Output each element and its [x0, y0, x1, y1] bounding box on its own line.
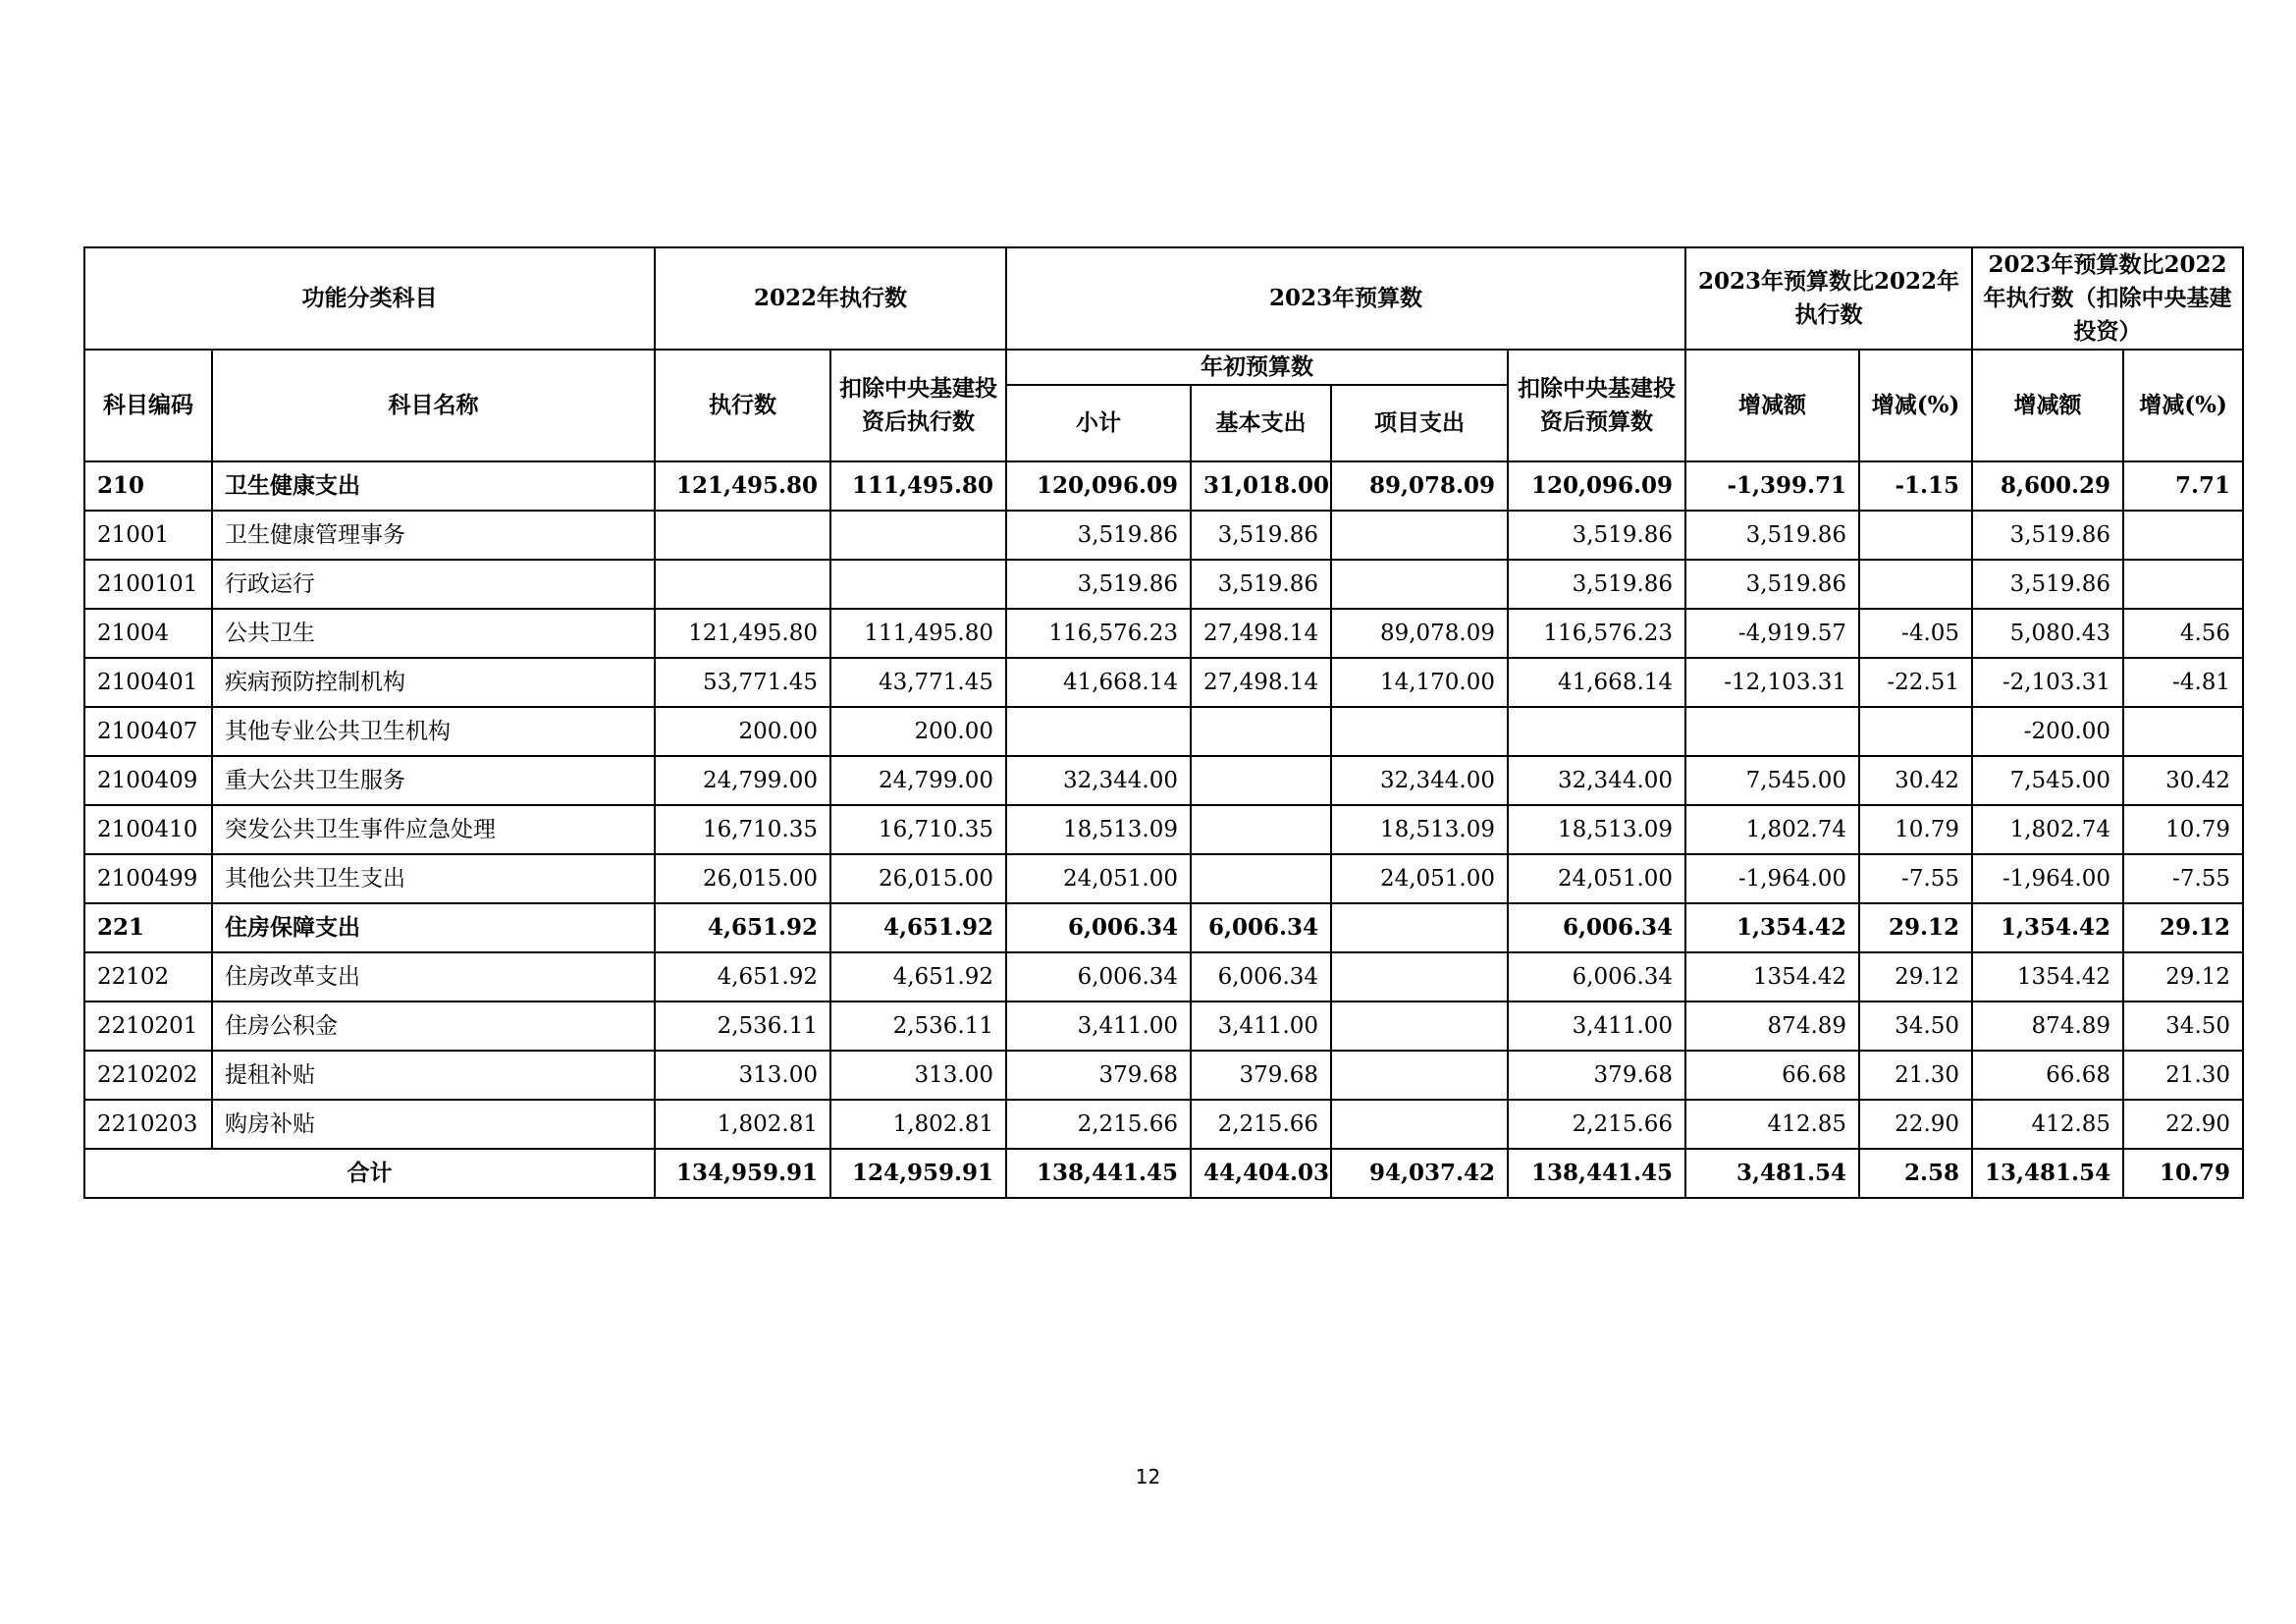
cell-exec: 26,015.00: [655, 854, 830, 903]
table-row: [84, 461, 2243, 511]
cell-code: 2210203: [84, 1100, 212, 1149]
cell-pct2: 7.71: [2123, 461, 2243, 511]
cell-name: 疾病预防控制机构: [212, 658, 655, 707]
cell-name: 重大公共卫生服务: [212, 756, 655, 805]
cell-name: 提租补贴: [212, 1051, 655, 1100]
cell-pct2: 22.90: [2123, 1100, 2243, 1149]
cell-project: [1331, 707, 1508, 756]
cell-name: 突发公共卫生事件应急处理: [212, 805, 655, 854]
cell-exec-ex: 4,651.92: [830, 952, 1006, 1001]
cell-exec-ex: 200.00: [830, 707, 1006, 756]
cell-budget-ex: 32,344.00: [1508, 756, 1685, 805]
cell-exec-ex: 26,015.00: [830, 854, 1006, 903]
cell-diff2: 1354.42: [1972, 952, 2123, 1001]
cell-exec: 24,799.00: [655, 756, 830, 805]
cell-project: [1331, 560, 1508, 609]
cell-project: [1331, 952, 1508, 1001]
cell-pct2: 29.12: [2123, 903, 2243, 952]
cell-subtotal: 2,215.66: [1006, 1100, 1191, 1149]
cell-project: [1331, 511, 1508, 560]
cell-code: 210: [84, 461, 212, 511]
cell-subtotal: 32,344.00: [1006, 756, 1191, 805]
page-number: 12: [1135, 1465, 1161, 1489]
table-row: [84, 854, 2243, 903]
cell-exec-ex: 4,651.92: [830, 903, 1006, 952]
table-row: [84, 756, 2243, 805]
cell-diff1: 66.68: [1685, 1051, 1859, 1100]
header-2023-budget: 2023年预算数: [1006, 247, 1685, 350]
cell-exec-ex: 1,802.81: [830, 1100, 1006, 1149]
cell-pct2: [2123, 511, 2243, 560]
cell-code: 21004: [84, 609, 212, 658]
header-pct-2: 增减(%): [2123, 350, 2243, 461]
header-diff-2: 增减额: [1972, 350, 2123, 461]
cell-code: 2100101: [84, 560, 212, 609]
cell-subtotal: 379.68: [1006, 1051, 1191, 1100]
cell-exec: 1,802.81: [655, 1100, 830, 1149]
cell-pct1: -4.05: [1859, 609, 1972, 658]
cell-name: 住房保障支出: [212, 903, 655, 952]
header-diff-1: 增减额: [1685, 350, 1859, 461]
cell-pct2: [2123, 707, 2243, 756]
header-compare-2022: 2023年预算数比2022年执行数: [1685, 247, 1972, 350]
total-basic: 44,404.03: [1191, 1149, 1331, 1198]
cell-diff2: 7,545.00: [1972, 756, 2123, 805]
table-row: [84, 658, 2243, 707]
cell-basic: 3,411.00: [1191, 1001, 1331, 1051]
header-subtotal: 小计: [1006, 385, 1191, 461]
cell-project: [1331, 1100, 1508, 1149]
cell-subtotal: 6,006.34: [1006, 952, 1191, 1001]
cell-name: 卫生健康管理事务: [212, 511, 655, 560]
cell-basic: 3,519.86: [1191, 511, 1331, 560]
cell-exec: 200.00: [655, 707, 830, 756]
header-project: 项目支出: [1331, 385, 1508, 461]
cell-budget-ex: 18,513.09: [1508, 805, 1685, 854]
table-row: [84, 1100, 2243, 1149]
table-body: [84, 461, 2243, 1149]
cell-subtotal: 18,513.09: [1006, 805, 1191, 854]
cell-pct2: 30.42: [2123, 756, 2243, 805]
cell-name: 其他专业公共卫生机构: [212, 707, 655, 756]
total-diff-1: 3,481.54: [1685, 1149, 1859, 1198]
total-pct-1: 2.58: [1859, 1149, 1972, 1198]
cell-pct2: 34.50: [2123, 1001, 2243, 1051]
total-budget-excl: 138,441.45: [1508, 1149, 1685, 1198]
cell-budget-ex: 41,668.14: [1508, 658, 1685, 707]
cell-name: 行政运行: [212, 560, 655, 609]
total-label: 合计: [84, 1149, 655, 1198]
cell-name: 卫生健康支出: [212, 461, 655, 511]
cell-budget-ex: 120,096.09: [1508, 461, 1685, 511]
header-name: 科目名称: [212, 350, 655, 461]
cell-name: 住房改革支出: [212, 952, 655, 1001]
cell-budget-ex: 24,051.00: [1508, 854, 1685, 903]
total-diff-2: 13,481.54: [1972, 1149, 2123, 1198]
cell-pct1: 22.90: [1859, 1100, 1972, 1149]
cell-project: 89,078.09: [1331, 609, 1508, 658]
cell-project: 32,344.00: [1331, 756, 1508, 805]
total-exec: 134,959.91: [655, 1149, 830, 1198]
cell-name: 购房补贴: [212, 1100, 655, 1149]
cell-code: 22102: [84, 952, 212, 1001]
cell-basic: [1191, 707, 1331, 756]
cell-diff2: 8,600.29: [1972, 461, 2123, 511]
cell-code: 2100499: [84, 854, 212, 903]
header-row-groups: [84, 247, 2243, 350]
header-function-category: 功能分类科目: [84, 247, 655, 350]
cell-diff2: 1,354.42: [1972, 903, 2123, 952]
cell-exec: 4,651.92: [655, 952, 830, 1001]
header-pct-1: 增减(%): [1859, 350, 1972, 461]
cell-budget-ex: 379.68: [1508, 1051, 1685, 1100]
cell-project: [1331, 1001, 1508, 1051]
cell-code: 221: [84, 903, 212, 952]
cell-exec: 121,495.80: [655, 461, 830, 511]
cell-diff1: 874.89: [1685, 1001, 1859, 1051]
cell-pct1: 29.12: [1859, 903, 1972, 952]
header-exec-excl: 扣除中央基建投资后执行数: [830, 350, 1006, 461]
cell-pct2: -4.81: [2123, 658, 2243, 707]
cell-project: 24,051.00: [1331, 854, 1508, 903]
cell-pct2: [2123, 560, 2243, 609]
header-basic: 基本支出: [1191, 385, 1331, 461]
cell-subtotal: 6,006.34: [1006, 903, 1191, 952]
cell-subtotal: 41,668.14: [1006, 658, 1191, 707]
total-subtotal: 138,441.45: [1006, 1149, 1191, 1198]
cell-subtotal: 24,051.00: [1006, 854, 1191, 903]
cell-diff1: 3,519.86: [1685, 511, 1859, 560]
cell-pct2: 21.30: [2123, 1051, 2243, 1100]
cell-subtotal: 3,411.00: [1006, 1001, 1191, 1051]
cell-diff2: 412.85: [1972, 1100, 2123, 1149]
budget-table: [83, 246, 2244, 1199]
total-pct-2: 10.79: [2123, 1149, 2243, 1198]
cell-pct1: 10.79: [1859, 805, 1972, 854]
cell-basic: [1191, 756, 1331, 805]
cell-diff2: -2,103.31: [1972, 658, 2123, 707]
cell-diff1: 412.85: [1685, 1100, 1859, 1149]
cell-exec: [655, 560, 830, 609]
table-row: [84, 805, 2243, 854]
cell-pct1: -22.51: [1859, 658, 1972, 707]
cell-budget-ex: [1508, 707, 1685, 756]
total-row: [84, 1149, 2243, 1198]
cell-budget-ex: 3,411.00: [1508, 1001, 1685, 1051]
cell-basic: 27,498.14: [1191, 658, 1331, 707]
header-exec: 执行数: [655, 350, 830, 461]
cell-code: 21001: [84, 511, 212, 560]
cell-basic: [1191, 854, 1331, 903]
cell-basic: 27,498.14: [1191, 609, 1331, 658]
cell-exec: 16,710.35: [655, 805, 830, 854]
table-row: [84, 903, 2243, 952]
header-compare-2022-excl: 2023年预算数比2022年执行数（扣除中央基建投资）: [1972, 247, 2243, 350]
cell-pct1: [1859, 707, 1972, 756]
cell-diff1: -4,919.57: [1685, 609, 1859, 658]
cell-budget-ex: 3,519.86: [1508, 511, 1685, 560]
cell-pct1: 21.30: [1859, 1051, 1972, 1100]
cell-pct1: 30.42: [1859, 756, 1972, 805]
table-row: [84, 560, 2243, 609]
cell-diff2: -1,964.00: [1972, 854, 2123, 903]
cell-pct1: [1859, 511, 1972, 560]
cell-subtotal: 3,519.86: [1006, 511, 1191, 560]
cell-diff2: 5,080.43: [1972, 609, 2123, 658]
cell-diff2: 3,519.86: [1972, 511, 2123, 560]
cell-budget-ex: 116,576.23: [1508, 609, 1685, 658]
cell-project: 18,513.09: [1331, 805, 1508, 854]
cell-exec-ex: 24,799.00: [830, 756, 1006, 805]
cell-exec-ex: 313.00: [830, 1051, 1006, 1100]
cell-code: 2210201: [84, 1001, 212, 1051]
cell-name: 公共卫生: [212, 609, 655, 658]
header-row-sub: [84, 350, 2243, 385]
cell-diff1: 3,519.86: [1685, 560, 1859, 609]
cell-code: 2100401: [84, 658, 212, 707]
cell-exec-ex: 43,771.45: [830, 658, 1006, 707]
cell-diff1: 7,545.00: [1685, 756, 1859, 805]
table-row: [84, 1001, 2243, 1051]
cell-diff1: -12,103.31: [1685, 658, 1859, 707]
cell-pct2: -7.55: [2123, 854, 2243, 903]
header-budget-excl: 扣除中央基建投资后预算数: [1508, 350, 1685, 461]
cell-name: 其他公共卫生支出: [212, 854, 655, 903]
table-row: [84, 1051, 2243, 1100]
cell-diff1: -1,964.00: [1685, 854, 1859, 903]
cell-exec-ex: 111,495.80: [830, 609, 1006, 658]
cell-pct1: [1859, 560, 1972, 609]
header-2022-executed: 2022年执行数: [655, 247, 1006, 350]
cell-subtotal: 3,519.86: [1006, 560, 1191, 609]
cell-subtotal: 120,096.09: [1006, 461, 1191, 511]
cell-diff1: 1354.42: [1685, 952, 1859, 1001]
cell-basic: [1191, 805, 1331, 854]
cell-exec: 4,651.92: [655, 903, 830, 952]
cell-exec: 53,771.45: [655, 658, 830, 707]
cell-basic: 31,018.00: [1191, 461, 1331, 511]
cell-basic: 379.68: [1191, 1051, 1331, 1100]
cell-pct2: 4.56: [2123, 609, 2243, 658]
cell-diff1: 1,802.74: [1685, 805, 1859, 854]
cell-exec-ex: 2,536.11: [830, 1001, 1006, 1051]
cell-diff2: -200.00: [1972, 707, 2123, 756]
total-exec-excl: 124,959.91: [830, 1149, 1006, 1198]
table-row: [84, 707, 2243, 756]
cell-exec-ex: [830, 560, 1006, 609]
cell-exec-ex: 111,495.80: [830, 461, 1006, 511]
cell-subtotal: 116,576.23: [1006, 609, 1191, 658]
cell-project: [1331, 903, 1508, 952]
header-code: 科目编码: [84, 350, 212, 461]
total-project: 94,037.42: [1331, 1149, 1508, 1198]
cell-exec: 121,495.80: [655, 609, 830, 658]
cell-diff1: -1,399.71: [1685, 461, 1859, 511]
cell-code: 2100407: [84, 707, 212, 756]
cell-diff1: 1,354.42: [1685, 903, 1859, 952]
cell-diff2: 3,519.86: [1972, 560, 2123, 609]
cell-code: 2210202: [84, 1051, 212, 1100]
cell-basic: 2,215.66: [1191, 1100, 1331, 1149]
table-row: [84, 952, 2243, 1001]
cell-exec-ex: 16,710.35: [830, 805, 1006, 854]
cell-pct1: -1.15: [1859, 461, 1972, 511]
cell-exec: [655, 511, 830, 560]
cell-budget-ex: 3,519.86: [1508, 560, 1685, 609]
cell-diff2: 66.68: [1972, 1051, 2123, 1100]
cell-diff1: [1685, 707, 1859, 756]
cell-pct1: 29.12: [1859, 952, 1972, 1001]
cell-subtotal: [1006, 707, 1191, 756]
cell-exec: 2,536.11: [655, 1001, 830, 1051]
cell-exec-ex: [830, 511, 1006, 560]
cell-project: 14,170.00: [1331, 658, 1508, 707]
cell-exec: 313.00: [655, 1051, 830, 1100]
cell-diff2: 1,802.74: [1972, 805, 2123, 854]
cell-pct1: -7.55: [1859, 854, 1972, 903]
cell-pct1: 34.50: [1859, 1001, 1972, 1051]
cell-project: 89,078.09: [1331, 461, 1508, 511]
cell-basic: 6,006.34: [1191, 903, 1331, 952]
header-initial-budget: 年初预算数: [1006, 350, 1508, 385]
cell-budget-ex: 6,006.34: [1508, 952, 1685, 1001]
cell-basic: 6,006.34: [1191, 952, 1331, 1001]
cell-name: 住房公积金: [212, 1001, 655, 1051]
cell-budget-ex: 2,215.66: [1508, 1100, 1685, 1149]
cell-code: 2100409: [84, 756, 212, 805]
cell-pct2: 10.79: [2123, 805, 2243, 854]
cell-project: [1331, 1051, 1508, 1100]
table-row: [84, 609, 2243, 658]
cell-code: 2100410: [84, 805, 212, 854]
cell-budget-ex: 6,006.34: [1508, 903, 1685, 952]
table-row: [84, 511, 2243, 560]
cell-basic: 3,519.86: [1191, 560, 1331, 609]
cell-diff2: 874.89: [1972, 1001, 2123, 1051]
cell-pct2: 29.12: [2123, 952, 2243, 1001]
